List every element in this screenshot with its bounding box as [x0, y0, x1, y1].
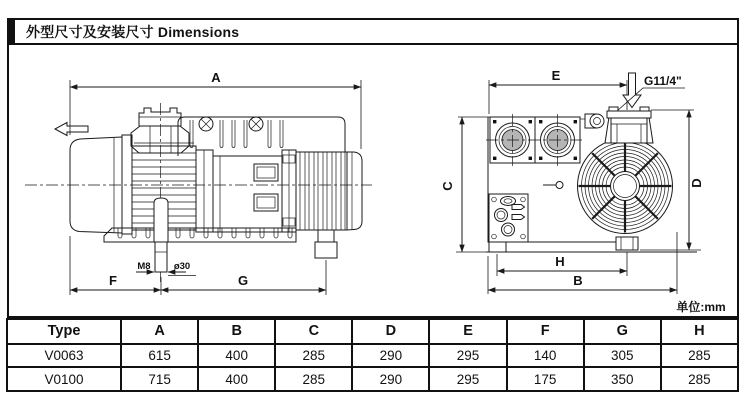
dimensions-table — [6, 318, 739, 392]
model-name: V0100 — [7, 367, 121, 391]
unit-note: 单位:mm — [676, 300, 726, 314]
table-row — [7, 344, 738, 368]
col-header-type: Type — [7, 319, 121, 344]
value-d: 290 — [352, 367, 429, 391]
dim-label-d: D — [689, 178, 704, 188]
dim-label-h: H — [555, 254, 565, 269]
value-e: 295 — [429, 344, 506, 368]
col-header-g: G — [584, 319, 661, 344]
dim-label-f: F — [109, 273, 117, 288]
table-row — [7, 367, 738, 391]
col-header-h: H — [661, 319, 738, 344]
value-a: 615 — [121, 344, 198, 368]
dim-label-a: A — [211, 70, 221, 85]
drawing-frame — [7, 18, 739, 318]
col-header-d: D — [352, 319, 429, 344]
title-bar — [9, 20, 737, 45]
value-b: 400 — [198, 344, 275, 368]
value-c: 285 — [275, 344, 352, 368]
col-header-b: B — [198, 319, 275, 344]
thread-label: M8 — [137, 261, 151, 272]
dim-label-c: C — [440, 181, 455, 191]
model-name: V0063 — [7, 344, 121, 368]
title-accent-bar — [9, 20, 15, 43]
value-a: 715 — [121, 367, 198, 391]
value-f: 175 — [507, 367, 584, 391]
value-g: 350 — [584, 367, 661, 391]
col-header-e: E — [429, 319, 506, 344]
page-title: 外型尺寸及安装尺寸 Dimensions — [26, 24, 240, 40]
dim-label-g: G — [237, 273, 249, 288]
col-header-c: C — [275, 319, 352, 344]
value-h: 285 — [661, 367, 738, 391]
port-label: G11/4" — [644, 74, 682, 88]
value-b: 400 — [198, 367, 275, 391]
value-d: 290 — [352, 344, 429, 368]
col-header-f: F — [507, 319, 584, 344]
value-e: 295 — [429, 367, 506, 391]
table-header-row — [7, 319, 738, 344]
dim-label-b: B — [573, 273, 583, 288]
value-f: 140 — [507, 344, 584, 368]
dim-label-e: E — [551, 68, 561, 83]
stud-dia-label: ø30 — [173, 261, 191, 272]
value-h: 285 — [661, 344, 738, 368]
value-c: 285 — [275, 367, 352, 391]
col-header-a: A — [121, 319, 198, 344]
value-g: 305 — [584, 344, 661, 368]
